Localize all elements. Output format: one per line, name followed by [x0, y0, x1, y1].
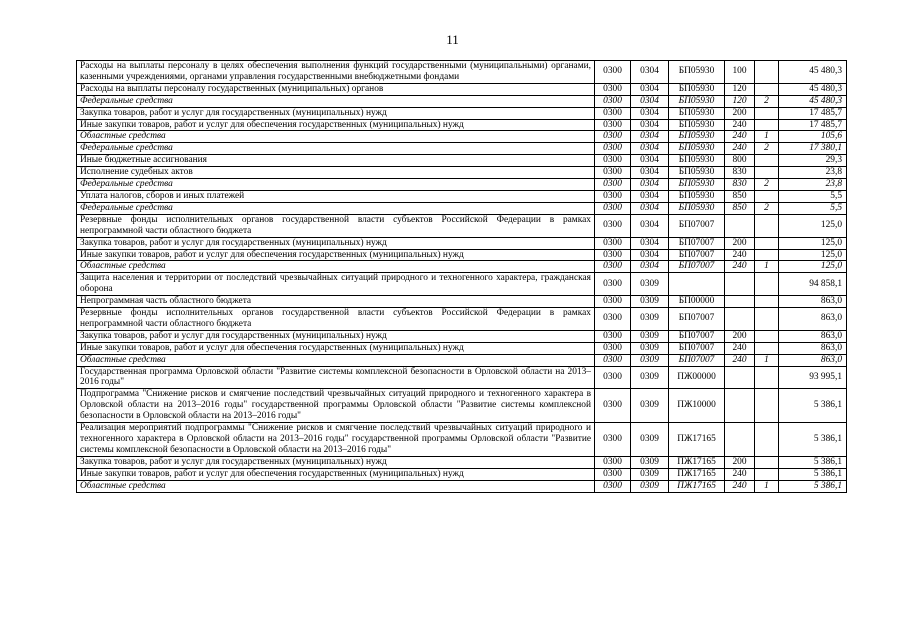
- amount: 5 386,1: [779, 456, 847, 468]
- table-row: [77, 273, 847, 296]
- target-item-code: БП07007: [669, 249, 725, 261]
- target-item-code: БП07007: [669, 237, 725, 249]
- target-item-code: БП07007: [669, 354, 725, 366]
- amount: 5 386,1: [779, 468, 847, 480]
- funding-source-code: [755, 468, 779, 480]
- target-item-code: БП07007: [669, 342, 725, 354]
- amount: 125,0: [779, 237, 847, 249]
- expense-type-code: 120: [725, 95, 755, 107]
- amount: 45 480,3: [779, 95, 847, 107]
- expense-type-code: 200: [725, 237, 755, 249]
- budget-table-body: [77, 61, 847, 493]
- expense-type-code: 120: [725, 83, 755, 95]
- target-item-code: БП05930: [669, 190, 725, 202]
- amount: 125,0: [779, 249, 847, 261]
- target-item-code: БП05930: [669, 83, 725, 95]
- section-code: 0300: [595, 107, 631, 119]
- amount: 94 858,1: [779, 273, 847, 296]
- table-row: [77, 107, 847, 119]
- item-name: Федеральные средства: [77, 179, 595, 191]
- expense-type-code: 830: [725, 167, 755, 179]
- expense-type-code: 200: [725, 107, 755, 119]
- table-row: [77, 389, 847, 423]
- subsection-code: 0309: [631, 468, 669, 480]
- expense-type-code: 240: [725, 354, 755, 366]
- expense-type-code: 850: [725, 202, 755, 214]
- table-row: [77, 456, 847, 468]
- item-name: Уплата налогов, сборов и иных платежей: [77, 190, 595, 202]
- subsection-code: 0309: [631, 423, 669, 457]
- target-item-code: БП05930: [669, 119, 725, 131]
- item-name: Расходы на выплаты персоналу государственных (муниципальных) органов: [77, 83, 595, 95]
- expense-type-code: 240: [725, 131, 755, 143]
- funding-source-code: 1: [755, 261, 779, 273]
- target-item-code: БП05930: [669, 107, 725, 119]
- amount: 93 995,1: [779, 366, 847, 389]
- section-code: 0300: [595, 249, 631, 261]
- amount: 45 480,3: [779, 61, 847, 84]
- target-item-code: БП05930: [669, 179, 725, 191]
- subsection-code: 0309: [631, 366, 669, 389]
- table-row: [77, 423, 847, 457]
- page-number: 11: [446, 32, 459, 47]
- target-item-code: БП05930: [669, 131, 725, 143]
- subsection-code: 0309: [631, 389, 669, 423]
- expense-type-code: [725, 273, 755, 296]
- section-code: 0300: [595, 261, 631, 273]
- section-code: 0300: [595, 95, 631, 107]
- section-code: 0300: [595, 456, 631, 468]
- section-code: 0300: [595, 131, 631, 143]
- target-item-code: ПЖ17165: [669, 456, 725, 468]
- item-name: Резервные фонды исполнительных органов государственной власти субъектов Российской Федерации в рамках непрограммной части областного бюджета: [77, 308, 595, 331]
- amount: 863,0: [779, 354, 847, 366]
- subsection-code: 0304: [631, 167, 669, 179]
- amount: 17 485,7: [779, 107, 847, 119]
- table-row: [77, 143, 847, 155]
- table-row: [77, 83, 847, 95]
- subsection-code: 0304: [631, 249, 669, 261]
- table-row: [77, 131, 847, 143]
- item-name: Иные закупки товаров, работ и услуг для обеспечения государственных (муниципальных) нужд: [77, 249, 595, 261]
- subsection-code: 0304: [631, 131, 669, 143]
- section-code: 0300: [595, 214, 631, 237]
- table-row: [77, 61, 847, 84]
- subsection-code: 0304: [631, 155, 669, 167]
- item-name: Иные закупки товаров, работ и услуг для обеспечения государственных (муниципальных) нужд: [77, 468, 595, 480]
- expense-type-code: 240: [725, 342, 755, 354]
- target-item-code: ПЖ17165: [669, 423, 725, 457]
- amount: 17 380,1: [779, 143, 847, 155]
- table-row: [77, 167, 847, 179]
- table-row: [77, 237, 847, 249]
- section-code: 0300: [595, 354, 631, 366]
- section-code: 0300: [595, 342, 631, 354]
- expense-type-code: 830: [725, 179, 755, 191]
- item-name: Защита населения и территории от последствий чрезвычайных ситуаций природного и техногенного характера, гражданская оборона: [77, 273, 595, 296]
- section-code: 0300: [595, 296, 631, 308]
- item-name: Закупка товаров, работ и услуг для государственных (муниципальных) нужд: [77, 456, 595, 468]
- subsection-code: 0304: [631, 261, 669, 273]
- funding-source-code: [755, 366, 779, 389]
- funding-source-code: 2: [755, 143, 779, 155]
- subsection-code: 0304: [631, 119, 669, 131]
- section-code: 0300: [595, 423, 631, 457]
- item-name: Областные средства: [77, 131, 595, 143]
- target-item-code: БП07007: [669, 308, 725, 331]
- subsection-code: 0309: [631, 342, 669, 354]
- section-code: 0300: [595, 190, 631, 202]
- funding-source-code: [755, 190, 779, 202]
- target-item-code: ПЖ17165: [669, 468, 725, 480]
- section-code: 0300: [595, 468, 631, 480]
- subsection-code: 0304: [631, 190, 669, 202]
- table-row: [77, 119, 847, 131]
- expense-type-code: [725, 308, 755, 331]
- amount: 863,0: [779, 342, 847, 354]
- item-name: Областные средства: [77, 480, 595, 492]
- expense-type-code: 240: [725, 249, 755, 261]
- target-item-code: БП05930: [669, 143, 725, 155]
- item-name: Иные закупки товаров, работ и услуг для обеспечения государственных (муниципальных) нужд: [77, 119, 595, 131]
- funding-source-code: [755, 119, 779, 131]
- item-name: Областные средства: [77, 261, 595, 273]
- amount: 125,0: [779, 261, 847, 273]
- section-code: 0300: [595, 119, 631, 131]
- table-row: [77, 468, 847, 480]
- section-code: 0300: [595, 83, 631, 95]
- subsection-code: 0304: [631, 95, 669, 107]
- subsection-code: 0304: [631, 237, 669, 249]
- subsection-code: 0309: [631, 330, 669, 342]
- expense-type-code: [725, 389, 755, 423]
- amount: 5 386,1: [779, 480, 847, 492]
- table-row: [77, 354, 847, 366]
- amount: 863,0: [779, 330, 847, 342]
- item-name: Иные закупки товаров, работ и услуг для обеспечения государственных (муниципальных) нужд: [77, 342, 595, 354]
- item-name: Государственная программа Орловской области "Развитие системы комплексной безопасности в Орловской области на 2013–2016 годы": [77, 366, 595, 389]
- funding-source-code: 1: [755, 131, 779, 143]
- funding-source-code: [755, 456, 779, 468]
- expense-type-code: 240: [725, 143, 755, 155]
- item-name: Резервные фонды исполнительных органов государственной власти субъектов Российской Федерации в рамках непрограммной части областного бюджета: [77, 214, 595, 237]
- amount: 45 480,3: [779, 83, 847, 95]
- amount: 23,8: [779, 167, 847, 179]
- budget-table: [76, 60, 847, 493]
- section-code: 0300: [595, 237, 631, 249]
- funding-source-code: 2: [755, 202, 779, 214]
- table-row: [77, 308, 847, 331]
- funding-source-code: 1: [755, 480, 779, 492]
- expense-type-code: 240: [725, 480, 755, 492]
- funding-source-code: 2: [755, 95, 779, 107]
- table-row: [77, 179, 847, 191]
- amount: 5 386,1: [779, 389, 847, 423]
- funding-source-code: [755, 273, 779, 296]
- funding-source-code: [755, 389, 779, 423]
- expense-type-code: 240: [725, 468, 755, 480]
- section-code: 0300: [595, 389, 631, 423]
- expense-type-code: 800: [725, 155, 755, 167]
- amount: 5,5: [779, 202, 847, 214]
- subsection-code: 0304: [631, 83, 669, 95]
- item-name: Федеральные средства: [77, 143, 595, 155]
- funding-source-code: [755, 330, 779, 342]
- item-name: Реализация мероприятий подпрограммы "Снижение рисков и смягчение последствий чрезвычайных ситуаций природного и техногенного характера в Орловской области на 2013–2016 годы" государственной программы Орловской области "Развитие системы комплексной безопасности в Орловской области на 2013–2016 годы": [77, 423, 595, 457]
- table-row: [77, 249, 847, 261]
- target-item-code: ПЖ00000: [669, 366, 725, 389]
- funding-source-code: [755, 296, 779, 308]
- subsection-code: 0304: [631, 61, 669, 84]
- target-item-code: БП05930: [669, 61, 725, 84]
- funding-source-code: [755, 155, 779, 167]
- subsection-code: 0309: [631, 308, 669, 331]
- expense-type-code: 240: [725, 261, 755, 273]
- funding-source-code: [755, 214, 779, 237]
- subsection-code: 0309: [631, 480, 669, 492]
- table-row: [77, 261, 847, 273]
- item-name: Закупка товаров, работ и услуг для государственных (муниципальных) нужд: [77, 237, 595, 249]
- funding-source-code: [755, 83, 779, 95]
- table-row: [77, 214, 847, 237]
- table-row: [77, 366, 847, 389]
- table-row: [77, 155, 847, 167]
- table-row: [77, 202, 847, 214]
- section-code: 0300: [595, 143, 631, 155]
- funding-source-code: [755, 61, 779, 84]
- section-code: 0300: [595, 167, 631, 179]
- target-item-code: [669, 273, 725, 296]
- funding-source-code: [755, 342, 779, 354]
- subsection-code: 0304: [631, 202, 669, 214]
- table-row: [77, 480, 847, 492]
- expense-type-code: [725, 296, 755, 308]
- table-row: [77, 95, 847, 107]
- section-code: 0300: [595, 480, 631, 492]
- item-name: Федеральные средства: [77, 95, 595, 107]
- item-name: Подпрограмма "Снижение рисков и смягчение последствий чрезвычайных ситуаций природного и техногенного характера в Орловской области на 2013–2016 годы" государственной программы Орловской области "Развитие системы комплексной безопасности в Орловской области на 2013–2016 годы": [77, 389, 595, 423]
- amount: 105,6: [779, 131, 847, 143]
- subsection-code: 0304: [631, 179, 669, 191]
- expense-type-code: 850: [725, 190, 755, 202]
- table-row: [77, 190, 847, 202]
- funding-source-code: [755, 423, 779, 457]
- subsection-code: 0309: [631, 456, 669, 468]
- section-code: 0300: [595, 273, 631, 296]
- item-name: Областные средства: [77, 354, 595, 366]
- section-code: 0300: [595, 179, 631, 191]
- target-item-code: ПЖ17165: [669, 480, 725, 492]
- amount: 5 386,1: [779, 423, 847, 457]
- funding-source-code: 1: [755, 354, 779, 366]
- target-item-code: ПЖ10000: [669, 389, 725, 423]
- target-item-code: БП05930: [669, 95, 725, 107]
- subsection-code: 0309: [631, 354, 669, 366]
- subsection-code: 0304: [631, 143, 669, 155]
- section-code: 0300: [595, 202, 631, 214]
- funding-source-code: [755, 107, 779, 119]
- item-name: Закупка товаров, работ и услуг для государственных (муниципальных) нужд: [77, 330, 595, 342]
- expense-type-code: 240: [725, 119, 755, 131]
- section-code: 0300: [595, 308, 631, 331]
- item-name: Закупка товаров, работ и услуг для государственных (муниципальных) нужд: [77, 107, 595, 119]
- target-item-code: БП07007: [669, 261, 725, 273]
- table-row: [77, 342, 847, 354]
- funding-source-code: 2: [755, 179, 779, 191]
- table-row: [77, 330, 847, 342]
- amount: 125,0: [779, 214, 847, 237]
- funding-source-code: [755, 249, 779, 261]
- target-item-code: БП05930: [669, 167, 725, 179]
- subsection-code: 0304: [631, 214, 669, 237]
- target-item-code: БП05930: [669, 155, 725, 167]
- section-code: 0300: [595, 155, 631, 167]
- table-row: [77, 296, 847, 308]
- expense-type-code: [725, 423, 755, 457]
- expense-type-code: [725, 214, 755, 237]
- item-name: Федеральные средства: [77, 202, 595, 214]
- amount: 863,0: [779, 308, 847, 331]
- expense-type-code: 200: [725, 330, 755, 342]
- funding-source-code: [755, 308, 779, 331]
- item-name: Непрограммная часть областного бюджета: [77, 296, 595, 308]
- section-code: 0300: [595, 330, 631, 342]
- amount: 17 485,7: [779, 119, 847, 131]
- target-item-code: БП07007: [669, 214, 725, 237]
- amount: 29,3: [779, 155, 847, 167]
- target-item-code: БП05930: [669, 202, 725, 214]
- expense-type-code: 100: [725, 61, 755, 84]
- target-item-code: БП07007: [669, 330, 725, 342]
- target-item-code: БП00000: [669, 296, 725, 308]
- funding-source-code: [755, 237, 779, 249]
- section-code: 0300: [595, 366, 631, 389]
- amount: 863,0: [779, 296, 847, 308]
- item-name: Расходы на выплаты персоналу в целях обеспечения выполнения функций государственными (муниципальными) органами, казенными учреждениями, органами управления государственными внебюджетными фондами: [77, 61, 595, 84]
- section-code: 0300: [595, 61, 631, 84]
- subsection-code: 0304: [631, 107, 669, 119]
- amount: 23,8: [779, 179, 847, 191]
- funding-source-code: [755, 167, 779, 179]
- subsection-code: 0309: [631, 296, 669, 308]
- expense-type-code: 200: [725, 456, 755, 468]
- item-name: Иные бюджетные ассигнования: [77, 155, 595, 167]
- item-name: Исполнение судебных актов: [77, 167, 595, 179]
- expense-type-code: [725, 366, 755, 389]
- amount: 5,5: [779, 190, 847, 202]
- subsection-code: 0309: [631, 273, 669, 296]
